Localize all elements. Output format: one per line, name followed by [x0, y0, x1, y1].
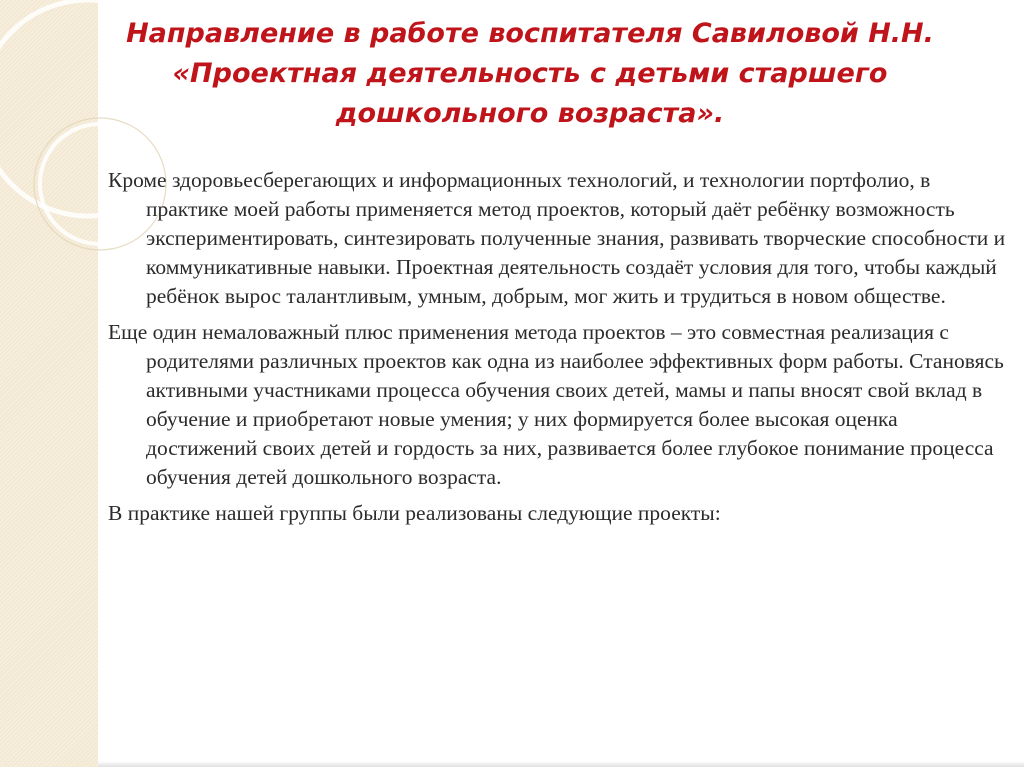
body-paragraph: В практике нашей группы были реализованы следующие проекты: — [108, 501, 721, 525]
slide-title — [60, 14, 1000, 134]
bottom-shadow — [98, 761, 1024, 767]
body-paragraph: Кроме здоровьесберегающих и информационных технологий, и технологии портфолио, в практике моей работы применяется метод проектов, который даёт ребёнку возможность экспериментировать, синтезировать полученные знания, развивать творческие способности и коммуникативные навыки. Проектная деятельность создаёт условия для того, чтобы каждый ребёнок вырос талантливым, умным, добрым, мог жить и трудиться в новом обществе. — [108, 168, 1006, 308]
title-line: Направление в работе воспитателя Савиловой Н.Н. — [126, 18, 934, 49]
slide-body — [108, 166, 1008, 535]
title-line: «Проектная деятельность с детьми старшего — [172, 58, 888, 89]
body-paragraph: Еще один немаловажный плюс применения метода проектов – это совместная реализация с родителями различных проектов как одна из наиболее эффективных форм работы. Становясь активными участниками процесса обучения своих детей, мамы и папы вносят свой вклад в обучение и приобретают новые умения; у них формируется более высокая оценка достижений своих детей и гордость за них, развивается более глубокое понимание процесса обучения детей дошкольного возраста. — [108, 320, 1004, 489]
title-line: дошкольного возраста». — [335, 98, 725, 129]
